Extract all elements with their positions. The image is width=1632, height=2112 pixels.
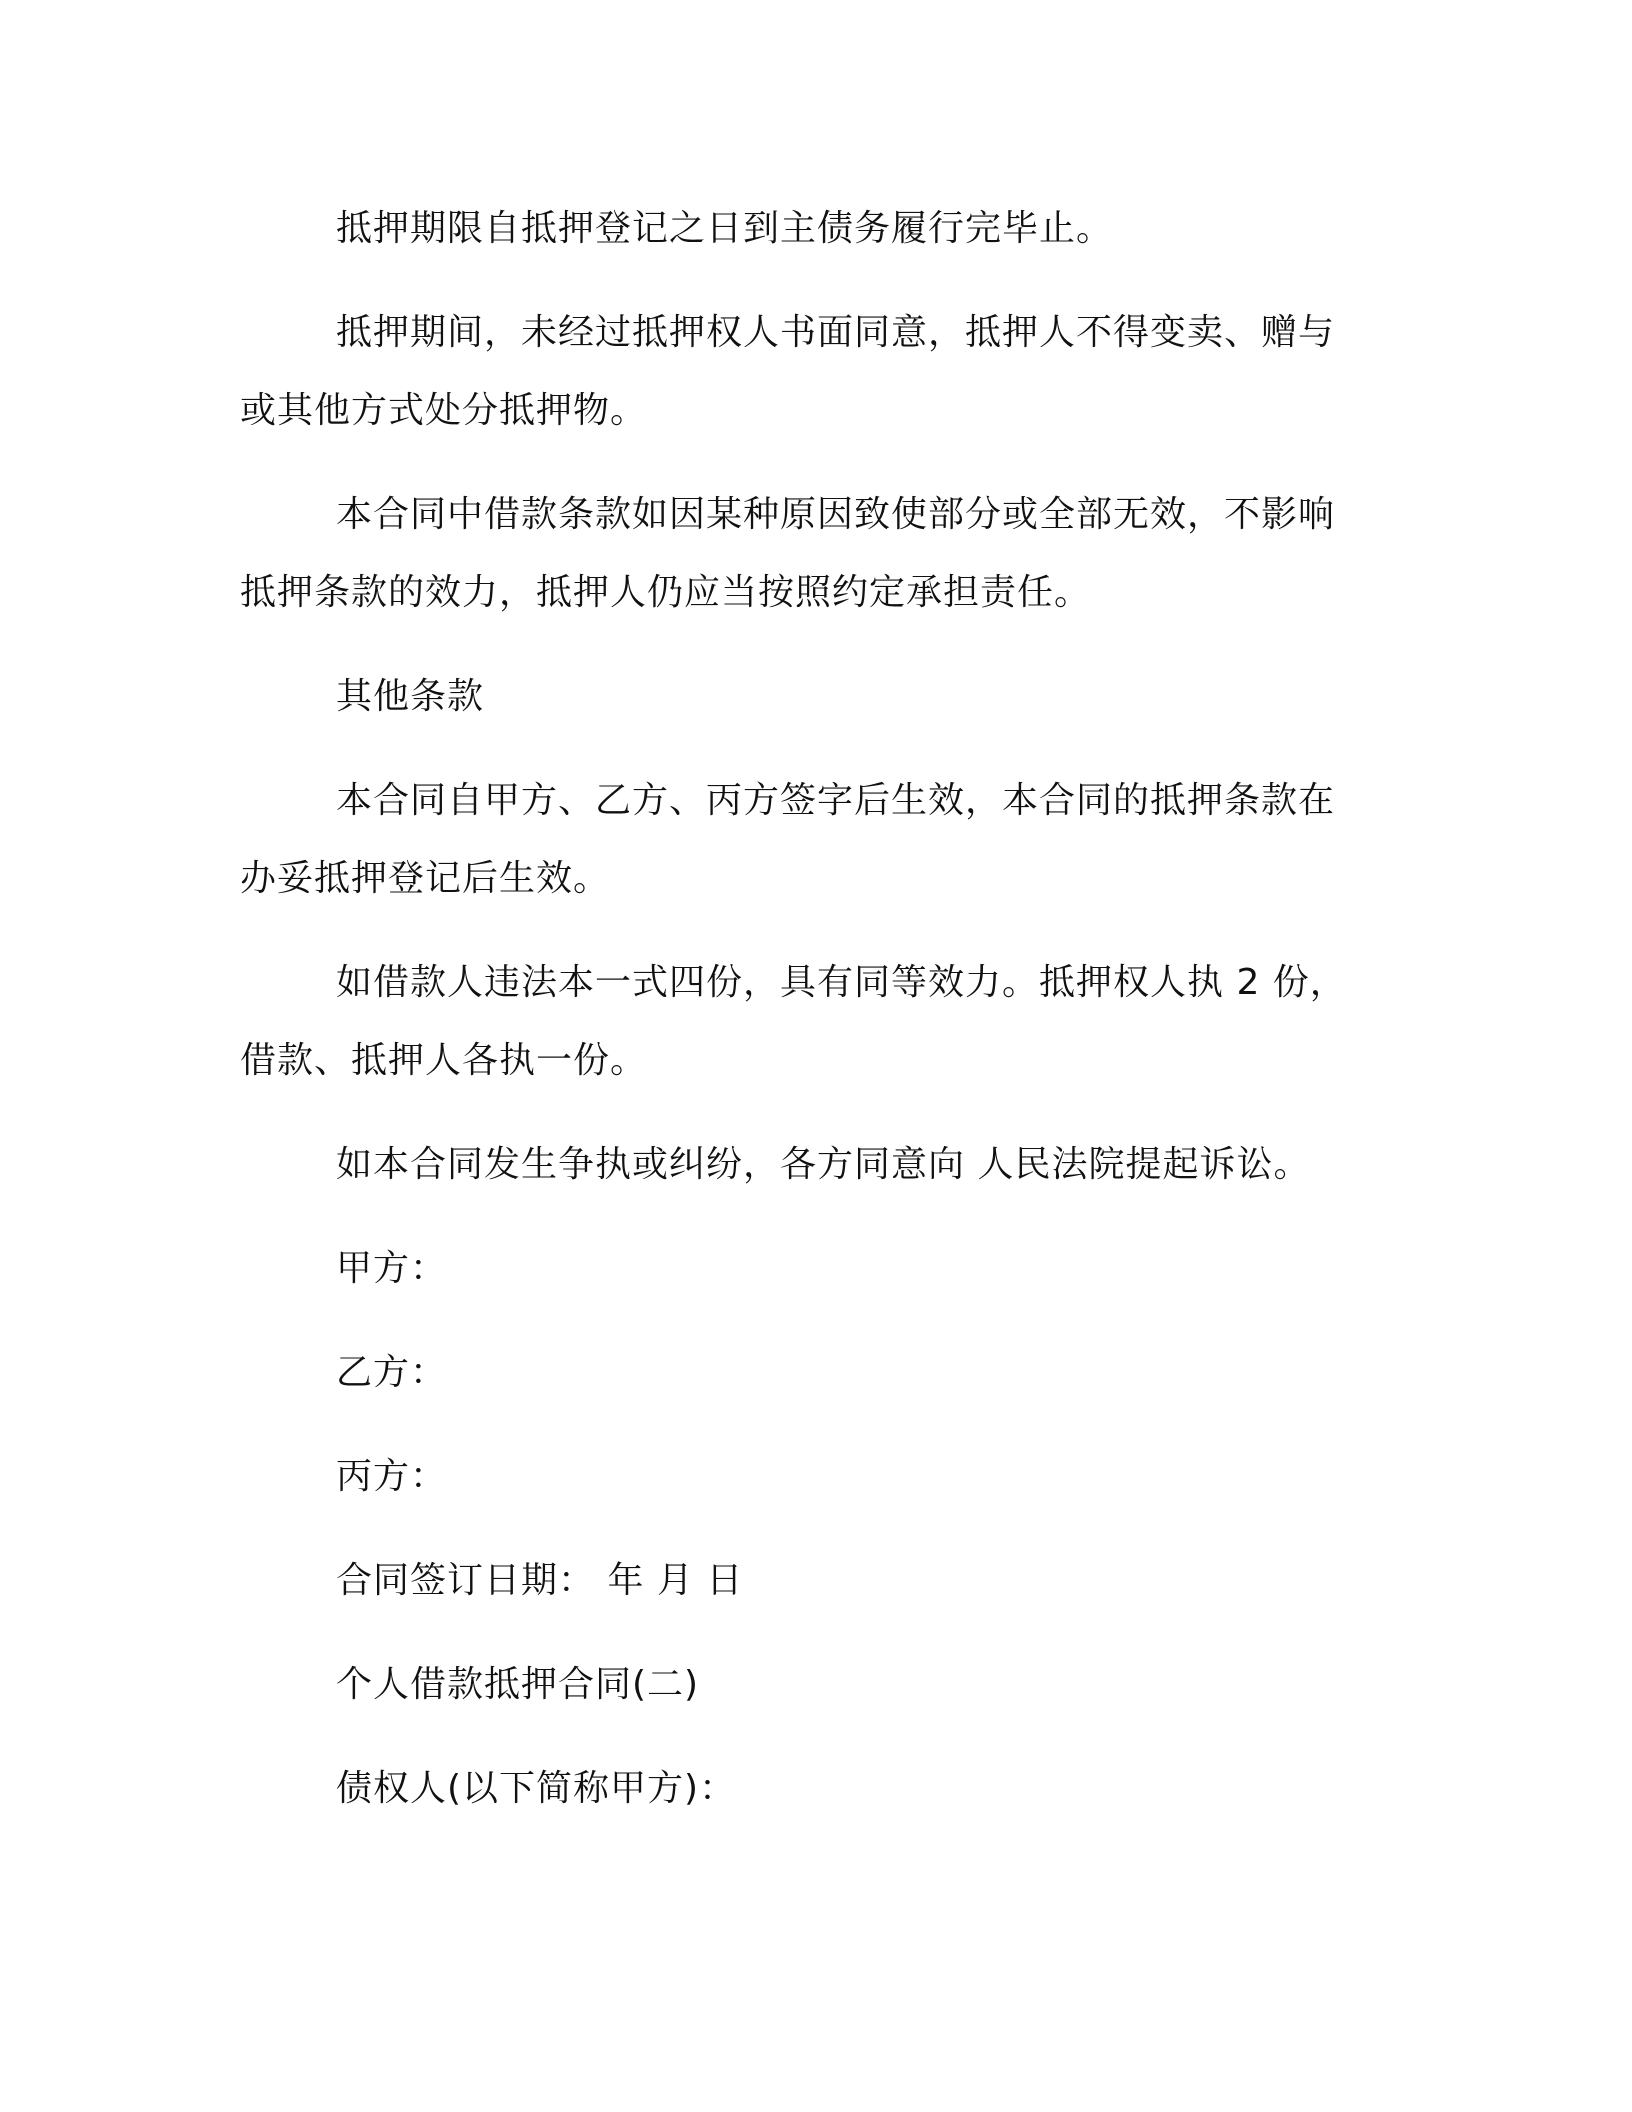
paragraph-effectiveness: 本合同自甲方、乙方、丙方签字后生效，本合同的抵押条款在办妥抵押登记后生效。 [240, 780, 1336, 899]
signature-party-a: 甲方： [336, 1248, 448, 1289]
signing-date: 合同签订日期： 年 月 日 [336, 1560, 744, 1601]
paragraph-mortgage-period-restriction: 抵押期间，未经过抵押权人书面同意，抵押人不得变卖、赠与或其他方式处分抵押物。 [240, 312, 1336, 431]
document-page [240, 190, 1370, 1828]
signature-party-b: 乙方： [336, 1352, 448, 1393]
contract-title-two: 个人借款抵押合同(二) [336, 1664, 700, 1705]
section-heading-other-clauses: 其他条款 [336, 676, 485, 717]
paragraph-loan-clause-validity: 本合同中借款条款如因某种原因致使部分或全部无效，不影响抵押条款的效力，抵押人仍应当按照约定承担责任。 [240, 494, 1336, 613]
signature-party-c: 丙方： [336, 1456, 448, 1497]
creditor-label: 债权人(以下简称甲方)： [336, 1768, 737, 1809]
paragraph-dispute-resolution: 如本合同发生争执或纠纷，各方同意向 人民法院提起诉讼。 [336, 1144, 1311, 1185]
paragraph-copies: 如借款人违法本一式四份，具有同等效力。抵押权人执 2 份，借款、抵押人各执一份。 [240, 962, 1347, 1081]
paragraph-mortgage-term: 抵押期限自抵押登记之日到主债务履行完毕止。 [336, 208, 1114, 249]
